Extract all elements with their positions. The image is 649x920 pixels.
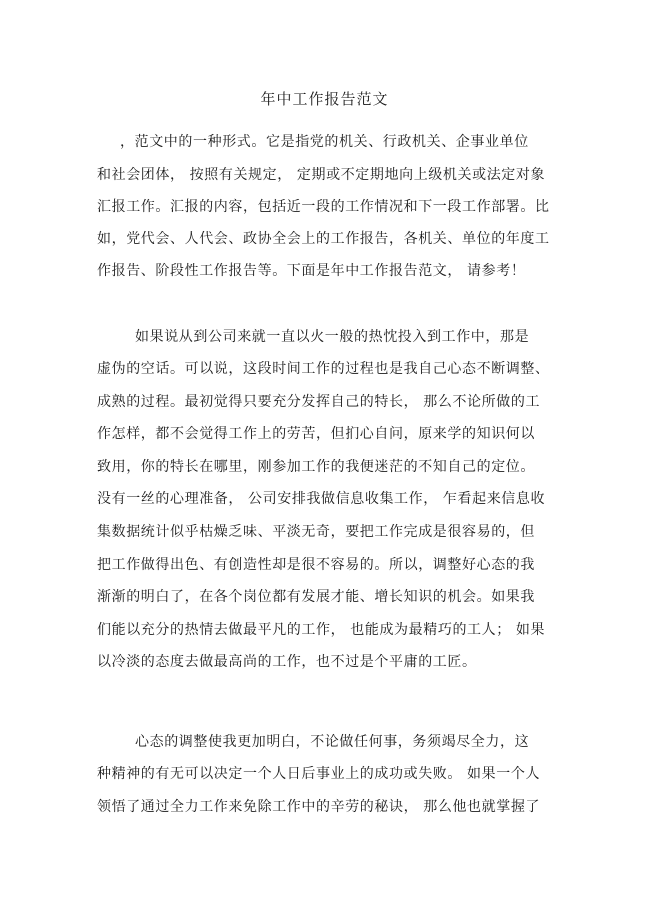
document-title: 年中工作报告范文 [260,90,389,108]
paragraph-1-line-3: 汇报工作。汇报的内容，包括近一段的工作情况和下一段工作部署。比 [97,199,550,215]
paragraph-2-line-10: 们能以充分的热情去做最平凡的工作， 也能成为最精巧的工人； 如果 [97,622,546,638]
paragraph-1-line-4: 如，党代会、人代会、政协全会上的工作报告，各机关、单位的年度工 [97,231,550,247]
paragraph-2-line-1: 如果说从到公司来就一直以火一般的热忱投入到工作中，那是 [135,329,530,345]
paragraph-2-line-2: 虚伪的空话。可以说，这段时间工作的过程也是我自己心态不断调整、 [97,361,550,377]
paragraph-2-line-8: 把工作做得出色、有创造性却是很不容易的。所以，调整好心态的我 [97,557,535,573]
paragraph-2-line-4: 作怎样，都不会觉得工作上的劳苦，但扪心自问，原来学的知识何以 [97,426,535,442]
paragraph-3-line-3: 领悟了通过全力工作来免除工作中的辛劳的秘诀， 那么他也就掌握了 [97,799,541,815]
paragraph-2-line-11: 以冷淡的态度去做最高尚的工作，也不过是个平庸的工匠。 [97,654,477,670]
paragraph-1-line-5: 作报告、阶段性工作报告等。下面是年中工作报告范文， 请参考！ [97,263,526,279]
paragraph-3-line-1: 心态的调整使我更加明白，不论做任何事，务须竭尽全力，这 [135,734,530,750]
paragraph-1-line-2: 和社会团体， 按照有关规定， 定期或不定期地向上级机关或法定对象 [97,167,546,183]
paragraph-2-line-7: 集数据统计似乎枯燥乏味、平淡无奇，要把工作完成是很容易的，但 [97,524,535,540]
paragraph-2-line-5: 致用，你的特长在哪里，刚参加工作的我便迷茫的不知自己的定位。 [97,459,535,475]
paragraph-3-line-2: 种精神的有无可以决定一个人日后事业上的成功或失败。 如果一个人 [97,766,541,782]
paragraph-2-line-6: 没有一丝的心理准备， 公司安排我做信息收集工作， 乍看起来信息收 [97,491,546,507]
paragraph-1-line-1: ，范文中的一种形式。它是指党的机关、行政机关、企事业单位 [120,134,529,150]
paragraph-2-line-3: 成熟的过程。最初觉得只要充分发挥自己的特长， 那么不论所做的工 [97,394,541,410]
paragraph-2-line-9: 渐渐的明白了，在各个岗位都有发展才能、增长知识的机会。如果我 [97,589,535,605]
